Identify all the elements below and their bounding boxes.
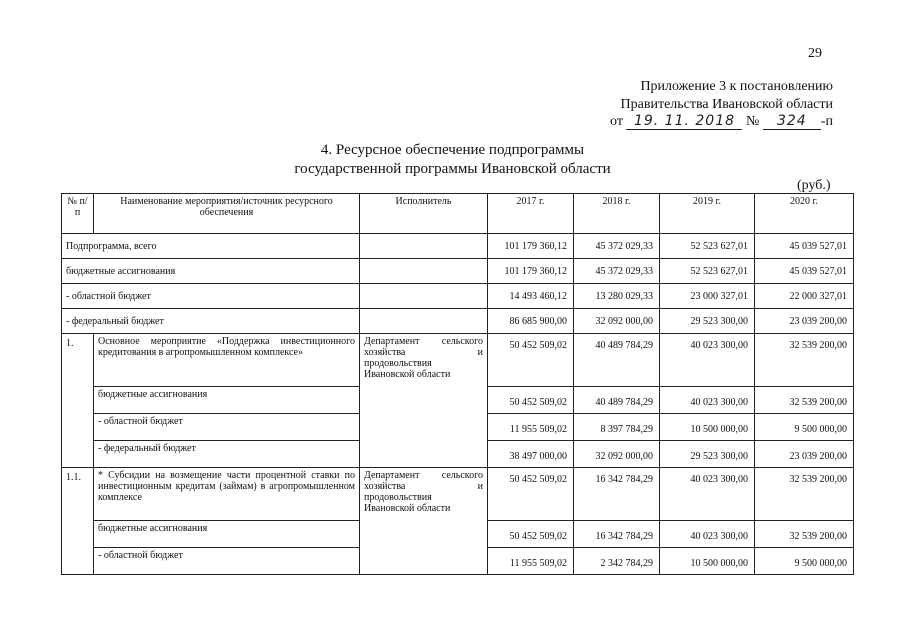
cell-2017: 11 955 509,02: [488, 548, 574, 575]
table-row: [62, 284, 854, 309]
cell-2020: 32 539 200,00: [755, 468, 854, 521]
row-label: бюджетные ассигнования: [94, 521, 360, 548]
header-2018: 2018 г.: [574, 194, 660, 234]
cell-2018: 40 489 784,29: [574, 334, 660, 387]
activity-name: Основное мероприятие «Поддержка инвестиционного кредитования в агропромышленном комплексе»: [94, 334, 360, 387]
cell-2019: 40 023 300,00: [660, 334, 755, 387]
row-label: бюджетные ассигнования: [94, 387, 360, 414]
row-label: - областной бюджет: [94, 548, 360, 575]
appendix-line-2: Правительства Ивановской области: [620, 97, 833, 112]
cell-2019: 40 023 300,00: [660, 468, 755, 521]
header-2020: 2020 г.: [755, 194, 854, 234]
cell-2019: 52 523 627,01: [660, 234, 755, 259]
cell-2017: 50 452 509,02: [488, 387, 574, 414]
row-num: 1.: [62, 334, 94, 468]
cell-2019: 10 500 000,00: [660, 548, 755, 575]
cell-2018: 32 092 000,00: [574, 441, 660, 468]
cell-2020: 45 039 527,01: [755, 259, 854, 284]
cell-2019: 29 523 300,00: [660, 441, 755, 468]
table-row: [62, 334, 854, 387]
cell-2017: 50 452 509,02: [488, 521, 574, 548]
table-header-row: [62, 194, 854, 234]
row-num: 1.1.: [62, 468, 94, 575]
cell-2020: 22 000 327,01: [755, 284, 854, 309]
appendix-number-label: №: [745, 114, 760, 129]
cell-2017: 86 685 900,00: [488, 309, 574, 334]
activity-executor: Департамент сельского хозяйства и продовольствия Ивановской области: [360, 468, 488, 575]
cell-2020: 9 500 000,00: [755, 548, 854, 575]
title-line-1: 4. Ресурсное обеспечение подпрограммы: [320, 142, 585, 158]
row-label: - областной бюджет: [62, 284, 360, 309]
cell-2017: 11 955 509,02: [488, 414, 574, 441]
cell-2018: 13 280 029,33: [574, 284, 660, 309]
cell-2018: 8 397 784,29: [574, 414, 660, 441]
cell-2019: 40 023 300,00: [660, 521, 755, 548]
appendix-suffix: -п: [820, 114, 833, 129]
cell-2017: 14 493 460,12: [488, 284, 574, 309]
header-executor: Исполнитель: [360, 194, 488, 234]
cell-2019: 23 000 327,01: [660, 284, 755, 309]
cell-2020: 32 539 200,00: [755, 387, 854, 414]
header-num: № п/п: [62, 194, 94, 234]
row-label: Подпрограмма, всего: [62, 234, 360, 259]
appendix-date-line: [610, 114, 833, 130]
cell-2017: 101 179 360,12: [488, 234, 574, 259]
row-label: - федеральный бюджет: [62, 309, 360, 334]
activity-executor: Департамент сельского хозяйства и продовольствия Ивановской области: [360, 334, 488, 468]
cell-2018: 2 342 784,29: [574, 548, 660, 575]
cell-2019: 52 523 627,01: [660, 259, 755, 284]
table-row: [62, 234, 854, 259]
cell-2018: 40 489 784,29: [574, 387, 660, 414]
cell-2017: 38 497 000,00: [488, 441, 574, 468]
units-label: (руб.): [797, 178, 831, 193]
header-name: Наименование мероприятия/источник ресурсного обеспечения: [94, 194, 360, 234]
header-2019: 2019 г.: [660, 194, 755, 234]
cell-2020: 23 039 200,00: [755, 309, 854, 334]
appendix-line-1: Приложение 3 к постановлению: [640, 79, 833, 94]
table-row: [62, 468, 854, 521]
row-label: бюджетные ассигнования: [62, 259, 360, 284]
cell-2020: 32 539 200,00: [755, 521, 854, 548]
cell-2019: 10 500 000,00: [660, 414, 755, 441]
row-executor: [360, 259, 488, 284]
cell-2018: 45 372 029,33: [574, 259, 660, 284]
page-number: 29: [808, 46, 822, 61]
cell-2019: 40 023 300,00: [660, 387, 755, 414]
row-label: - федеральный бюджет: [94, 441, 360, 468]
cell-2020: 32 539 200,00: [755, 334, 854, 387]
cell-2017: 50 452 509,02: [488, 334, 574, 387]
appendix-number: 324: [763, 114, 821, 130]
cell-2018: 45 372 029,33: [574, 234, 660, 259]
row-executor: [360, 284, 488, 309]
cell-2019: 29 523 300,00: [660, 309, 755, 334]
row-label: - областной бюджет: [94, 414, 360, 441]
cell-2017: 50 452 509,02: [488, 468, 574, 521]
resource-table: [61, 193, 854, 575]
row-executor: [360, 309, 488, 334]
table-row: [62, 259, 854, 284]
table-row: [62, 309, 854, 334]
title-line-2: государственной программы Ивановской области: [294, 161, 611, 177]
row-executor: [360, 234, 488, 259]
activity-name: * Субсидии на возмещение части процентной ставки по инвестиционным кредитам (займам) в агропромышленном комплексе: [94, 468, 360, 521]
cell-2017: 101 179 360,12: [488, 259, 574, 284]
cell-2020: 23 039 200,00: [755, 441, 854, 468]
header-2017: 2017 г.: [488, 194, 574, 234]
cell-2018: 16 342 784,29: [574, 521, 660, 548]
appendix-from-label: от: [610, 114, 623, 129]
appendix-date: 19. 11. 2018: [626, 114, 742, 130]
cell-2018: 32 092 000,00: [574, 309, 660, 334]
cell-2020: 9 500 000,00: [755, 414, 854, 441]
cell-2020: 45 039 527,01: [755, 234, 854, 259]
cell-2018: 16 342 784,29: [574, 468, 660, 521]
